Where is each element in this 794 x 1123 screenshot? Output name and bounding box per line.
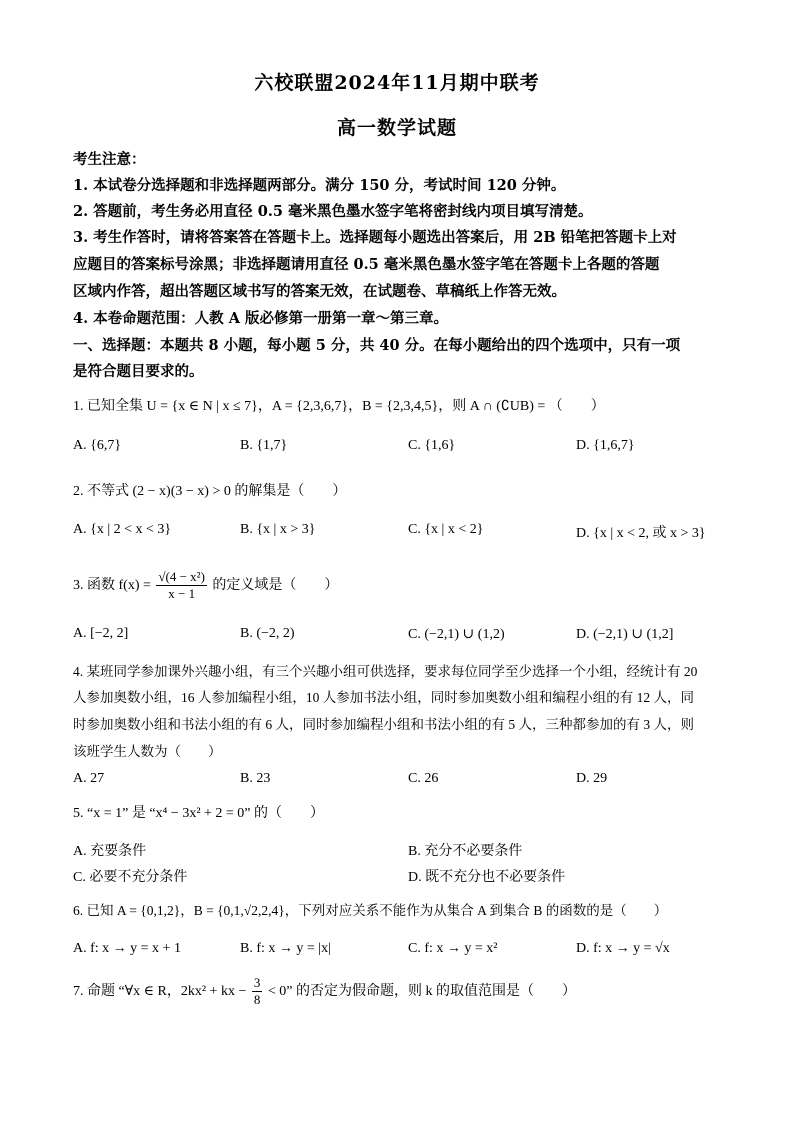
q1-option-d: D. {1,6,7} xyxy=(576,438,635,453)
notice-item-3: 3. 考生作答时，请将答案答在答题卡上。选择题每小题选出答案后，用 2B 铅笔把答题卡上对 xyxy=(73,229,677,246)
notice-item-1: 1. 本试卷分选择题和非选择题两部分。满分 150 分，考试时间 120 分钟。 xyxy=(73,177,566,194)
notice-heading: 考生注意： xyxy=(73,151,146,168)
q2-option-c: C. {x | x < 2} xyxy=(408,522,484,537)
q6-option-b: B. f: x → y = |x| xyxy=(240,941,331,956)
q6-option-a: A. f: x → y = x + 1 xyxy=(73,941,181,956)
q4-option-a: A. 27 xyxy=(73,771,105,786)
notice-item-4: 4. 本卷命题范围：人教 A 版必修第一册第一章～第三章。 xyxy=(73,310,449,327)
q7-numerator: 3 xyxy=(253,975,261,991)
q5-stem: 5. “x = 1” 是 “x⁴ − 3x² + 2 = 0” 的（ ） xyxy=(73,806,325,821)
q3-option-b: B. (−2, 2) xyxy=(240,626,295,641)
q5-option-a: A. 充要条件 xyxy=(73,844,147,859)
exam-subtitle: 高一数学试题 xyxy=(336,117,457,139)
q7-stem xyxy=(73,974,733,1010)
q6-option-c: C. f: x → y = x² xyxy=(408,941,498,956)
q3-option-a: A. [−2, 2] xyxy=(73,626,129,641)
q4-option-d: D. 29 xyxy=(576,771,608,786)
q6-option-d: D. f: x → y = √x xyxy=(576,941,670,956)
q4-stem-line-1: 4. 某班同学参加课外兴趣小组，有三个兴趣小组可供选择，要求每位同学至少选择一个小组，经统计有 20 xyxy=(73,664,698,679)
section-heading: 一、选择题：本题共 8 小题，每小题 5 分，共 40 分。在每小题给出的四个选项中，只有一项 xyxy=(73,337,681,354)
notice-item-3-cont2: 区域内作答，超出答题区域书写的答案无效，在试题卷、草稿纸上作答无效。 xyxy=(73,283,566,300)
q5-option-c: C. 必要不充分条件 xyxy=(73,870,188,885)
q3-stem-prefix: 3. 函数 f(x) = xyxy=(73,578,155,593)
section-heading-cont: 是符合题目要求的。 xyxy=(73,363,204,380)
q1-stem: 1. 已知全集 U = {x ∈ N | x ≤ 7}，A = {2,3,6,7}，B = {2,3,4,5}，则 A ∩ (∁UB) = （ ） xyxy=(73,399,605,414)
q5-option-b: B. 充分不必要条件 xyxy=(408,844,523,859)
q1-option-c: C. {1,6} xyxy=(408,438,456,453)
q2-option-b: B. {x | x > 3} xyxy=(240,522,316,537)
q4-stem-line-2: 人参加奥数小组，16 人参加编程小组，10 人参加书法小组，同时参加奥数小组和编程小组的有 12 人，同 xyxy=(73,690,694,705)
q3-stem xyxy=(73,568,733,604)
q3-denominator: x − 1 xyxy=(168,586,196,602)
q5-option-d: D. 既不充分也不必要条件 xyxy=(408,870,566,885)
q7-fraction xyxy=(252,975,263,1008)
q3-option-c: C. (−2,1) ∪ (1,2) xyxy=(408,627,505,642)
q3-numerator: √(4 − x²) xyxy=(158,569,205,585)
q2-option-a: A. {x | 2 < x < 3} xyxy=(73,522,172,537)
q7-denominator: 8 xyxy=(253,992,261,1008)
q4-stem-line-3: 时参加奥数小组和书法小组的有 6 人，同时参加编程小组和书法小组的有 5 人，三种都参加的有 3 人，则 xyxy=(73,717,694,732)
q4-stem-line-4: 该班学生人数为（ ） xyxy=(73,744,222,759)
notice-item-3-cont: 应题目的答案标号涂黑；非选择题请用直径 0.5 毫米黑色墨水签字笔在答题卡上各题的答题 xyxy=(73,256,660,273)
q3-option-d: D. (−2,1) ∪ (1,2] xyxy=(576,627,674,642)
q3-fraction xyxy=(156,569,207,602)
q7-stem-prefix: 7. 命题 “∀x ∈ R，2kx² + kx − xyxy=(73,984,250,999)
q1-option-b: B. {1,7} xyxy=(240,438,288,453)
q4-option-b: B. 23 xyxy=(240,771,271,786)
exam-title: 六校联盟2024年11月期中联考 xyxy=(254,72,540,94)
q2-stem: 2. 不等式 (2 − x)(3 − x) > 0 的解集是（ ） xyxy=(73,484,347,499)
q4-option-c: C. 26 xyxy=(408,771,439,786)
notice-item-2: 2. 答题前，考生务必用直径 0.5 毫米黑色墨水签字笔将密封线内项目填写清楚。 xyxy=(73,203,593,220)
q2-option-d: D. {x | x < 2, 或 x > 3} xyxy=(576,526,706,541)
q6-stem: 6. 已知 A = {0,1,2}，B = {0,1,√2,2,4}，下列对应关系不能作为从集合 A 到集合 B 的函数的是（ ） xyxy=(73,903,668,918)
q3-stem-suffix: 的定义域是（ ） xyxy=(208,578,339,593)
q1-option-a: A. {6,7} xyxy=(73,438,122,453)
q7-stem-suffix: < 0” 的否定为假命题，则 k 的取值范围是（ ） xyxy=(264,984,576,999)
